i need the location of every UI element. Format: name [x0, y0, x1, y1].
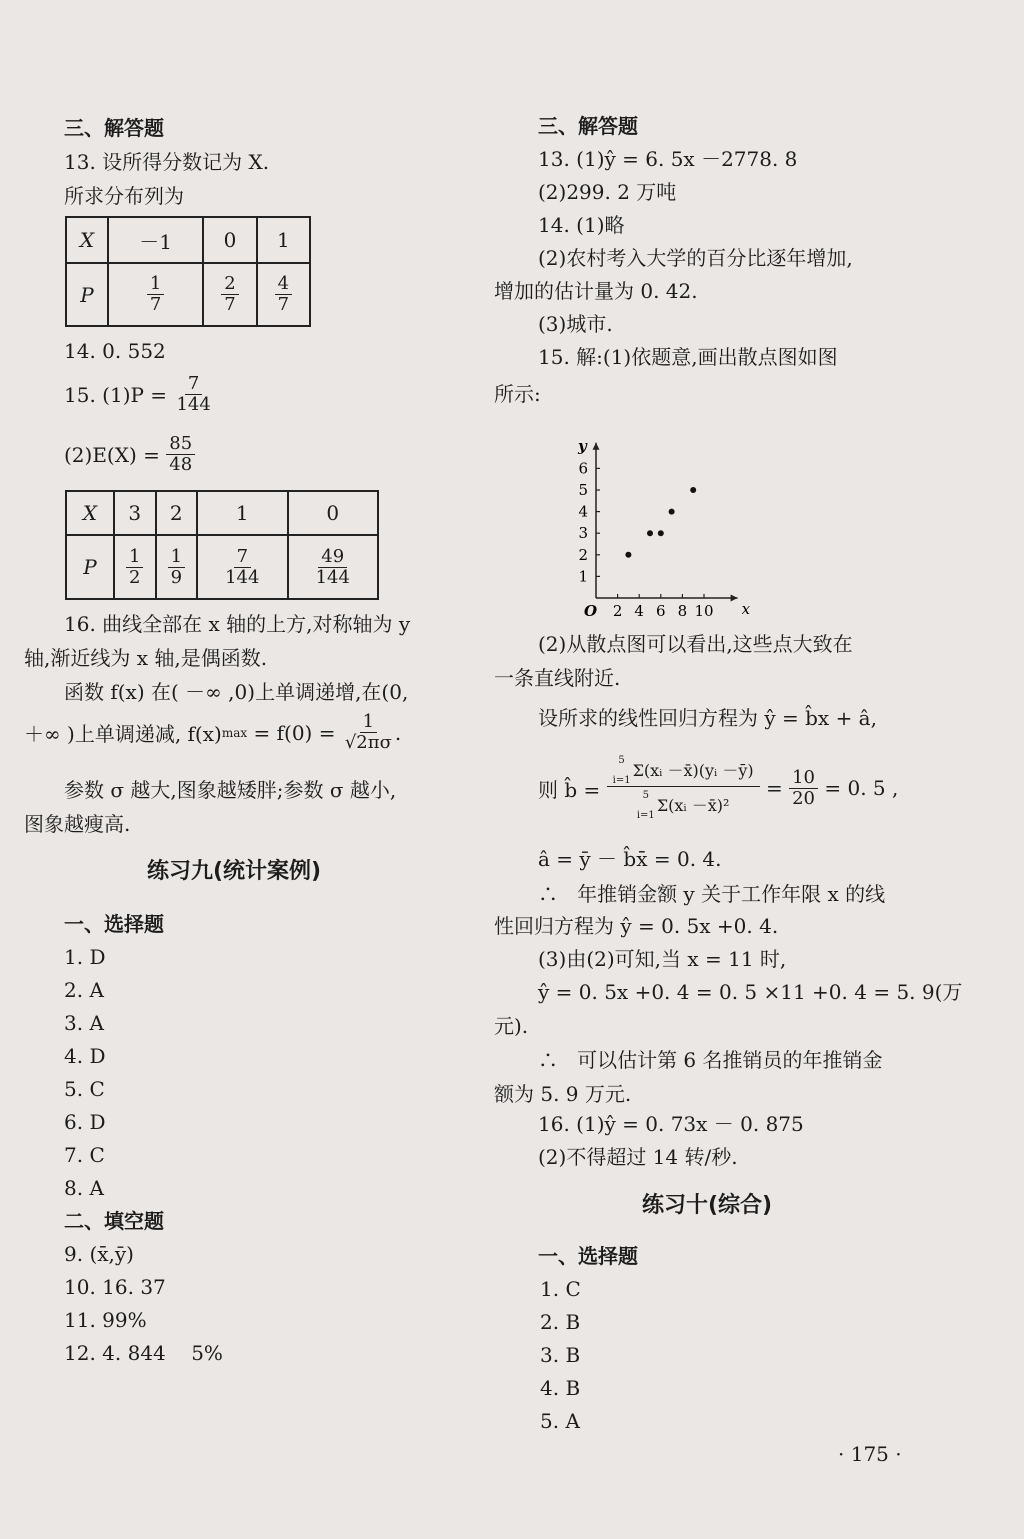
table-cell: 1: [257, 217, 310, 263]
distribution-table-1: [65, 216, 311, 327]
q15-b-formula: 则 b̂ = 5 i=1 Σ(xᵢ －x̄)(yᵢ －ȳ) 5 i=1 Σ(xᵢ －x̄)² = $\frac{10}{20}$ = 0. 5 ,: [538, 754, 899, 821]
list-item: 10. 16. 37: [64, 1275, 166, 1299]
scatter-plot: [570, 418, 840, 628]
table-cell: 2: [156, 491, 198, 535]
q15-line12: ∴ 可以估计第 6 名推销员的年推销金: [538, 1048, 883, 1072]
y-tick-label: 2: [578, 545, 588, 564]
x-axis-arrow: [731, 595, 738, 602]
list-item: 9. (x̄,ȳ): [64, 1242, 134, 1266]
q15-line6: â = ȳ － b̂x̄ = 0. 4.: [538, 847, 722, 871]
section-title-answer: 三、解答题: [538, 114, 638, 138]
section-title-choice: 一、选择题: [64, 912, 164, 936]
table-cell: $\frac{1}{7}$: [108, 263, 203, 326]
q16-line3: 函数 f(x) 在( －∞ ,0)上单调递增,在(0,: [64, 680, 409, 704]
section-title-answer: 三、解答题: [64, 116, 164, 140]
q14-part2-cont: 增加的估计量为 0. 42.: [494, 279, 698, 303]
data-point: [625, 552, 631, 558]
list-item: 4. B: [540, 1376, 581, 1400]
list-item: 3. B: [540, 1343, 581, 1367]
list-item: 6. D: [64, 1110, 106, 1134]
table-cell: 0: [203, 217, 256, 263]
table-cell: P: [66, 535, 114, 599]
table-cell: 1: [197, 491, 287, 535]
q15-line5: 设所求的线性回归方程为 ŷ = b̂x + â,: [538, 706, 877, 730]
section-title-choice: 一、选择题: [538, 1244, 638, 1268]
data-point: [690, 487, 696, 493]
page-number: · 175 ·: [838, 1442, 902, 1466]
y-axis-arrow: [593, 443, 600, 450]
list-item: 8. A: [64, 1176, 104, 1200]
list-item: 3. A: [64, 1011, 104, 1035]
q16-part2: (2)不得超过 14 转/秒.: [538, 1145, 738, 1169]
q15-line9: (3)由(2)可知,当 x = 11 时,: [538, 947, 787, 971]
list-item: 7. C: [64, 1143, 105, 1167]
list-item: 12. 4. 844 5%: [64, 1341, 223, 1365]
exercise-10-title: 练习十(综合): [641, 1193, 773, 1218]
table-cell: $\frac{1}{2}$: [114, 535, 156, 599]
y-tick-label: 5: [578, 481, 588, 499]
x-tick-label: 2: [612, 602, 623, 620]
list-item: 2. A: [64, 978, 104, 1002]
y-tick-label: 1: [578, 567, 588, 586]
q14-answer: 14. 0. 552: [64, 339, 166, 363]
list-item: 2. B: [540, 1310, 581, 1334]
y-tick-label: 3: [578, 524, 588, 543]
x-tick-label: 8: [677, 602, 688, 620]
x-tick-label: 4: [634, 602, 644, 620]
table-cell: 3: [114, 491, 156, 535]
list-item: 11. 99%: [64, 1308, 147, 1332]
y-tick-label: 6: [578, 459, 588, 478]
q16-line2: 轴,渐近线为 x 轴,是偶函数.: [24, 646, 268, 670]
q13-line2: 所求分布列为: [64, 184, 184, 208]
list-item: 5. C: [64, 1077, 105, 1101]
q15-part1: 15. (1)P = $\frac{7}{144}$: [64, 373, 211, 415]
data-point: [647, 530, 653, 536]
q15-line3: (2)从散点图可以看出,这些点大致在: [538, 632, 853, 656]
q13-line1: 13. 设所得分数记为 X.: [64, 150, 270, 174]
list-item: 1. D: [64, 945, 106, 969]
q16-line6: 图象越瘦高.: [24, 812, 131, 836]
section-title-fill: 二、填空题: [64, 1209, 164, 1233]
q14-part3: (3)城市.: [538, 312, 613, 336]
table-cell: $\frac{49}{144}$: [288, 535, 378, 599]
x-tick-label: 10: [694, 602, 714, 620]
exercise-9-title: 练习九(统计案例): [146, 859, 322, 884]
distribution-table-2: [65, 490, 379, 600]
x-axis-label: x: [741, 600, 751, 618]
table-cell: $\frac{7}{144}$: [197, 535, 287, 599]
table-cell: $\frac{2}{7}$: [203, 263, 256, 326]
q16-line4: ＋∞ )上单调递减, f(x) max = f(0) = $\frac{1}{√2\pi\sigma}$ .: [24, 711, 402, 753]
q16-line5: 参数 σ 越大,图象越矮胖;参数 σ 越小,: [64, 778, 397, 802]
list-item: 4. D: [64, 1044, 106, 1068]
table-cell: 0: [288, 491, 378, 535]
data-point: [658, 530, 664, 536]
q15-line1: 15. 解:(1)依题意,画出散点图如图: [538, 345, 838, 369]
q13-part2: (2)299. 2 万吨: [538, 180, 677, 204]
list-item: 1. C: [540, 1277, 581, 1301]
table-cell: －1: [108, 217, 203, 263]
list-item: 5. A: [540, 1409, 580, 1433]
q15-line2: 所示:: [494, 382, 541, 406]
q16-part1: 16. (1)ŷ = 0. 73x － 0. 875: [538, 1112, 804, 1136]
origin-label: O: [584, 602, 598, 620]
table-cell: P: [66, 263, 108, 326]
q15-part2: (2)E(X) = $\frac{85}{48}$: [64, 434, 195, 475]
q14-part2: (2)农村考入大学的百分比逐年增加,: [538, 246, 853, 270]
q15-line13: 额为 5. 9 万元.: [494, 1082, 632, 1106]
q15-line7: ∴ 年推销金额 y 关于工作年限 x 的线: [538, 882, 886, 906]
q15-line10: ŷ = 0. 5x +0. 4 = 0. 5 ×11 +0. 4 = 5. 9(万: [538, 980, 963, 1004]
x-tick-label: 6: [656, 602, 666, 620]
y-tick-label: 4: [578, 502, 588, 521]
q15-line4: 一条直线附近.: [494, 666, 621, 690]
table-cell: $\frac{4}{7}$: [257, 263, 310, 326]
q15-line11: 元).: [494, 1014, 529, 1038]
data-point: [669, 509, 675, 515]
q16-line1: 16. 曲线全部在 x 轴的上方,对称轴为 y: [64, 612, 411, 636]
q14-part1: 14. (1)略: [538, 213, 625, 237]
y-axis-label: y: [578, 436, 587, 455]
q13-part1: 13. (1)ŷ = 6. 5x －2778. 8: [538, 147, 798, 171]
q15-line8: 性回归方程为 ŷ = 0. 5x +0. 4.: [494, 914, 779, 938]
table-cell: X: [66, 217, 108, 263]
table-cell: $\frac{1}{9}$: [156, 535, 198, 599]
table-cell: X: [66, 491, 114, 535]
